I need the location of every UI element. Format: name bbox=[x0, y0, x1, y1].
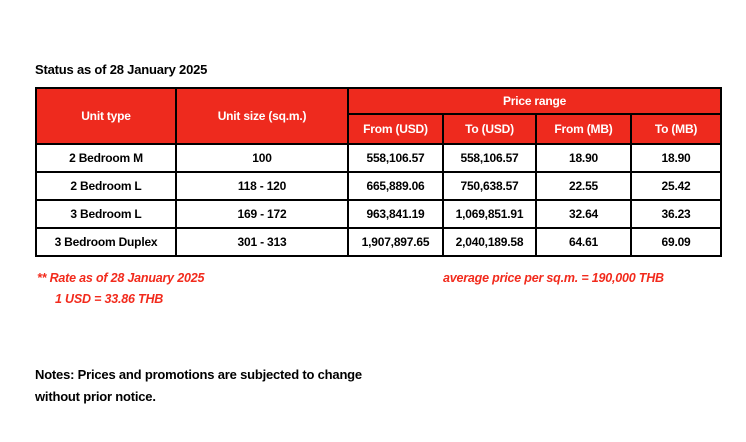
cell-unit-size: 301 - 313 bbox=[176, 228, 348, 256]
cell-to-mb: 25.42 bbox=[631, 172, 721, 200]
table-row bbox=[36, 144, 721, 172]
rate-note-line2: 1 USD = 33.86 THB bbox=[55, 292, 164, 306]
cell-to-usd: 558,106.57 bbox=[443, 144, 536, 172]
table-row bbox=[36, 172, 721, 200]
header-from-usd: From (USD) bbox=[348, 114, 443, 144]
cell-to-usd: 1,069,851.91 bbox=[443, 200, 536, 228]
cell-to-mb: 69.09 bbox=[631, 228, 721, 256]
cell-from-mb: 32.64 bbox=[536, 200, 631, 228]
cell-from-usd: 1,907,897.65 bbox=[348, 228, 443, 256]
cell-from-mb: 22.55 bbox=[536, 172, 631, 200]
cell-to-mb: 18.90 bbox=[631, 144, 721, 172]
header-price-range: Price range bbox=[348, 88, 721, 114]
cell-unit-type: 3 Bedroom Duplex bbox=[36, 228, 176, 256]
cell-from-usd: 558,106.57 bbox=[348, 144, 443, 172]
cell-unit-size: 100 bbox=[176, 144, 348, 172]
table-row bbox=[36, 228, 721, 256]
cell-from-usd: 665,889.06 bbox=[348, 172, 443, 200]
footer-notes bbox=[35, 364, 362, 408]
cell-to-usd: 750,638.57 bbox=[443, 172, 536, 200]
header-unit-type: Unit type bbox=[36, 88, 176, 144]
rate-note-line1: ** Rate as of 28 January 2025 bbox=[37, 271, 205, 285]
cell-unit-size: 169 - 172 bbox=[176, 200, 348, 228]
header-to-mb: To (MB) bbox=[631, 114, 721, 144]
price-table bbox=[35, 87, 722, 257]
cell-from-mb: 64.61 bbox=[536, 228, 631, 256]
cell-unit-type: 3 Bedroom L bbox=[36, 200, 176, 228]
cell-from-mb: 18.90 bbox=[536, 144, 631, 172]
cell-to-mb: 36.23 bbox=[631, 200, 721, 228]
cell-unit-type: 2 Bedroom L bbox=[36, 172, 176, 200]
average-price-note: average price per sq.m. = 190,000 THB bbox=[443, 271, 664, 285]
rate-note bbox=[37, 268, 204, 310]
header-from-mb: From (MB) bbox=[536, 114, 631, 144]
cell-unit-type: 2 Bedroom M bbox=[36, 144, 176, 172]
header-to-usd: To (USD) bbox=[443, 114, 536, 144]
cell-unit-size: 118 - 120 bbox=[176, 172, 348, 200]
footer-notes-line2: without prior notice. bbox=[35, 389, 156, 404]
status-line: Status as of 28 January 2025 bbox=[35, 62, 208, 77]
header-unit-size: Unit size (sq.m.) bbox=[176, 88, 348, 144]
footer-notes-line1: Notes: Prices and promotions are subjected to change bbox=[35, 367, 362, 382]
cell-from-usd: 963,841.19 bbox=[348, 200, 443, 228]
cell-to-usd: 2,040,189.58 bbox=[443, 228, 536, 256]
table-row bbox=[36, 200, 721, 228]
header-row-top bbox=[36, 88, 721, 114]
